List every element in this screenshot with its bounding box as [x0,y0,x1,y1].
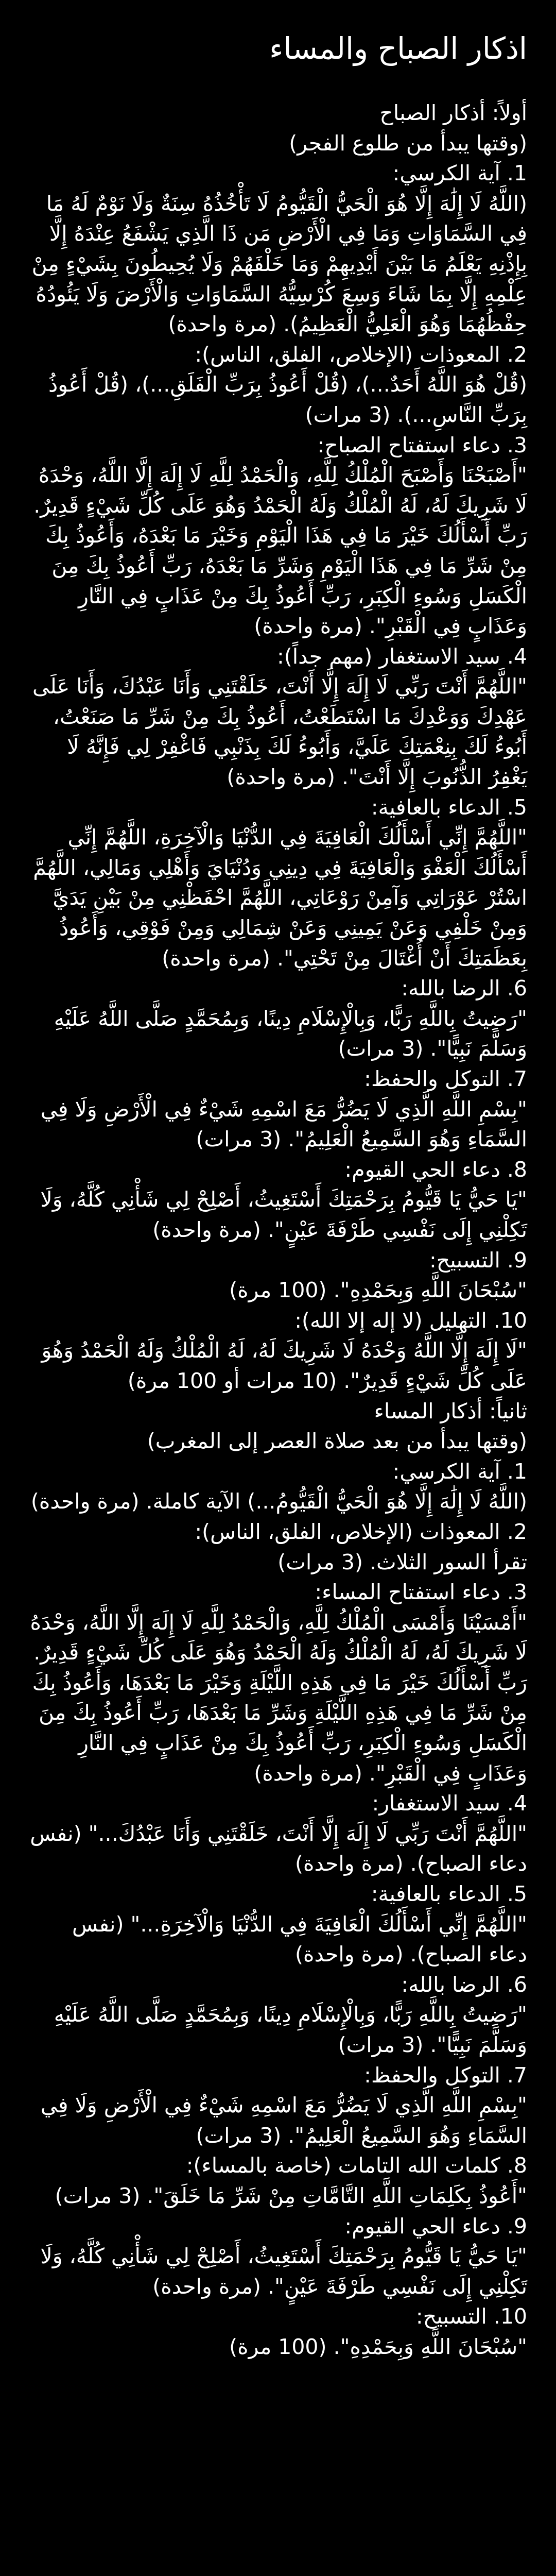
note-body[interactable] [29,98,527,2362]
note-line: "سُبْحَانَ اللَّهِ وَبِحَمْدِهِ". (100 مرة) [229,1278,527,1303]
note-line: "يَا حَيُّ يَا قَيُّومُ بِرَحْمَتِكَ أَسْتَغِيثُ، أَصْلِحْ لِي شَأْنِي كُلَّهُ، وَلَا تَكِلْنِي إِلَى نَفْسِي طَرْفَةَ عَيْنٍ". (مرة واحدة) [40,2244,527,2299]
note-line: 1. آية الكرسي: [392,1459,527,1484]
note-line: (وقتها يبدأ من طلوع الفجر) [289,130,527,156]
note-line: (اللَّهُ لَا إِلَٰهَ إِلَّا هُوَ الْحَيُّ الْقَيُّومُ...) الآية كاملة. (مرة واحدة) [30,1489,527,1514]
note-line: "بِسْمِ اللَّهِ الَّذِي لَا يَضُرُّ مَعَ اسْمِهِ شَيْءٌ فِي الْأَرْضِ وَلَا فِي السَّمَاءِ وَهُوَ السَّمِيعُ الْعَلِيمُ". (3 مرات) [40,1096,527,1152]
note-line: 7. التوكل والحفظ: [364,2062,527,2088]
note-line: 3. دعاء استفتاح المساء: [315,1580,527,1605]
note-line: 4. سيد الاستغفار: [372,1791,527,1816]
note-line: 2. المعوذات (الإخلاص، الفلق، الناس): [195,1519,527,1544]
note-line: 5. الدعاء بالعافية: [371,794,527,820]
note-line: 6. الرضا بالله: [401,976,527,1001]
note-line: 9. التسبيح: [429,1247,527,1273]
note-line: 2. المعوذات (الإخلاص، الفلق، الناس): [195,342,527,367]
note-line: "لَا إِلَهَ إِلَّا اللَّهُ وَحْدَهُ لَا شَرِيكَ لَهُ، لَهُ الْمُلْكُ وَلَهُ الْحَمْدُ وَهُوَ عَلَى كُلِّ شَيْءٍ قَدِيرٌ". (10 مرات أو 100 مرة) [41,1338,527,1393]
note-line: (قُلْ هُوَ اللَّهُ أَحَدٌ...)، (قُلْ أَعُوذُ بِرَبِّ الْفَلَقِ...)، (قُلْ أَعُوذُ بِرَبِّ النَّاسِ...). (3 مرات) [48,372,527,427]
note-line: 10. التسبيح: [415,2304,527,2329]
note-line: "أَمْسَيْنَا وَأَمْسَى الْمُلْكُ لِلَّهِ، وَالْحَمْدُ لِلَّهِ لَا إِلَهَ إِلَّا اللَّهُ، وَحْدَهُ لَا شَرِيكَ لَهُ، لَهُ الْمُلْكُ وَلَهُ الْحَمْدُ وَهُوَ عَلَى كُلِّ شَيْءٍ قَدِيرٌ. رَبِّ أَسْأَلُكَ خَيْرَ مَا فِي هَذِهِ اللَّيْلَةِ وَخَيْرَ مَا بَعْدَهَا، وَأَعُوذُ بِكَ مِنْ شَرِّ مَا فِي هَذِهِ اللَّيْلَةِ وَشَرِّ مَا بَعْدَهَا، رَبِّ أَعُوذُ بِكَ مِنَ الْكَسَلِ وَسُوءِ الْكِبَرِ، رَبِّ أَعُوذُ بِكَ مِنْ عَذَابٍ فِي النَّارِ وَعَذَابٍ فِي الْقَبْرِ". (مرة واحدة) [30,1609,527,1786]
note-line: "اللَّهُمَّ إِنِّي أَسْأَلُكَ الْعَافِيَةَ فِي الدُّنْيَا وَالْآخِرَةِ، اللَّهُمَّ إِنِّي أَسْأَلُكَ الْعَفْوَ وَالْعَافِيَةَ فِي دِينِي وَدُنْيَايَ وَأَهْلِي وَمَالِي، اللَّهُمَّ اسْتُرْ عَوْرَاتِي وَآمِنْ رَوْعَاتِي، اللَّهُمَّ احْفَظْنِي مِنْ بَيْنِ يَدَيَّ وَمِنْ خَلْفِي وَعَنْ يَمِينِي وَعَنْ شِمَالِي وَمِنْ فَوْقِي، وَأَعُوذُ بِعَظَمَتِكَ أَنْ أُغْتَالَ مِنْ تَحْتِي". (مرة واحدة) [33,825,527,971]
note-line: 3. دعاء استفتاح الصباح: [317,432,527,457]
note-line: 7. التوكل والحفظ: [364,1066,527,1091]
note-line: "رَضِيتُ بِاللَّهِ رَبًّا، وَبِالْإِسْلَامِ دِينًا، وَبِمُحَمَّدٍ صَلَّى اللَّهُ عَلَيْهِ وَسَلَّمَ نَبِيًّا". (3 مرات) [54,1006,527,1061]
note-line: ثانياً: أذكار المساء [374,1398,527,1423]
note-line: 8. كلمات الله التامات (خاصة بالمساء): [186,2153,527,2178]
note-line: "بِسْمِ اللَّهِ الَّذِي لَا يَضُرُّ مَعَ اسْمِهِ شَيْءٌ فِي الْأَرْضِ وَلَا فِي السَّمَاءِ وَهُوَ السَّمِيعُ الْعَلِيمُ". (3 مرات) [40,2093,527,2148]
note-line: "أَصْبَحْنَا وَأَصْبَحَ الْمُلْكُ لِلَّهِ، وَالْحَمْدُ لِلَّهِ لَا إِلَهَ إِلَّا اللَّهُ، وَحْدَهُ لَا شَرِيكَ لَهُ، لَهُ الْمُلْكُ وَلَهُ الْحَمْدُ وَهُوَ عَلَى كُلِّ شَيْءٍ قَدِيرٌ. رَبِّ أَسْأَلُكَ خَيْرَ مَا فِي هَذَا الْيَوْمِ وَخَيْرَ مَا بَعْدَهُ، وَأَعُوذُ بِكَ مِنْ شَرِّ مَا فِي هَذَا الْيَوْمِ وَشَرِّ مَا بَعْدَهُ، رَبِّ أَعُوذُ بِكَ مِنَ الْكَسَلِ وَسُوءِ الْكِبَرِ، رَبِّ أَعُوذُ بِكَ مِنْ عَذَابٍ فِي النَّارِ وَعَذَابٍ فِي الْقَبْرِ". (مرة واحدة) [33,463,527,639]
note-line: (وقتها يبدأ من بعد صلاة العصر إلى المغرب) [147,1429,527,1454]
note-line: "اللَّهُمَّ أَنْتَ رَبِّي لَا إِلَهَ إِلَّا أَنْتَ، خَلَقْتَنِي وَأَنَا عَبْدُكَ، وَأَنَا عَلَى عَهْدِكَ وَوَعْدِكَ مَا اسْتَطَعْتُ، أَعُوذُ بِكَ مِنْ شَرِّ مَا صَنَعْتُ، أَبُوءُ لَكَ بِنِعْمَتِكَ عَلَيَّ، وَأَبُوءُ لَكَ بِذَنْبِي فَاغْفِرْ لِي فَإِنَّهُ لَا يَغْفِرُ الذُّنُوبَ إِلَّا أَنْتَ". (مرة واحدة) [32,674,527,790]
note-line: تقرأ السور الثلاث. (3 مرات) [277,1549,527,1574]
note-line: 6. الرضا بالله: [401,1972,527,1997]
note-line: "اللَّهُمَّ أَنْتَ رَبِّي لَا إِلَهَ إِلَّا أَنْتَ، خَلَقْتَنِي وَأَنَا عَبْدُكَ..." (نفس دعاء الصباح). (مرة واحدة) [30,1821,527,1876]
note-line: (اللَّهُ لَا إِلَٰهَ إِلَّا هُوَ الْحَيُّ الْقَيُّومُ لَا تَأْخُذُهُ سِنَةٌ وَلَا نَوْمٌ لَهُ مَا فِي السَّمَاوَاتِ وَمَا فِي الْأَرْضِ مَن ذَا الَّذِي يَشْفَعُ عِنْدَهُ إِلَّا بِإِذْنِهِ يَعْلَمُ مَا بَيْنَ أَيْدِيهِمْ وَمَا خَلْفَهُمْ وَلَا يُحِيطُونَ بِشَيْءٍ مِنْ عِلْمِهِ إِلَّا بِمَا شَاءَ وَسِعَ كُرْسِيُّهُ السَّمَاوَاتِ وَالْأَرْضَ وَلَا يَئُودُهُ حِفْظُهُمَا وَهُوَ الْعَلِيُّ الْعَظِيمُ). (مرة واحدة) [31,191,527,337]
note-line: "رَضِيتُ بِاللَّهِ رَبًّا، وَبِالْإِسْلَامِ دِينًا، وَبِمُحَمَّدٍ صَلَّى اللَّهُ عَلَيْهِ وَسَلَّمَ نَبِيًّا". (3 مرات) [54,2002,527,2057]
note-line: "يَا حَيُّ يَا قَيُّومُ بِرَحْمَتِكَ أَسْتَغِيثُ، أَصْلِحْ لِي شَأْنِي كُلَّهُ، وَلَا تَكِلْنِي إِلَى نَفْسِي طَرْفَةَ عَيْنٍ". (مرة واحدة) [40,1187,527,1242]
note-line: 9. دعاء الحي القيوم: [344,2213,527,2239]
note-line: 1. آية الكرسي: [392,161,527,186]
note-line: "اللَّهُمَّ إِنِّي أَسْأَلُكَ الْعَافِيَةَ فِي الدُّنْيَا وَالْآخِرَةِ..." (نفس دعاء الصباح). (مرة واحدة) [72,1911,527,1967]
note-line: 4. سيد الاستغفار (مهم جداً): [276,643,527,669]
note-line: أولاً: أذكار الصباح [379,100,527,125]
note-line: 5. الدعاء بالعافية: [371,1882,527,1907]
note-line: "سُبْحَانَ اللَّهِ وَبِحَمْدِهِ". (100 مرة) [229,2334,527,2359]
note-line: "أَعُوذُ بِكَلِمَاتِ اللَّهِ التَّامَّاتِ مِنْ شَرِّ مَا خَلَقَ". (3 مرات) [55,2183,527,2208]
note-line: 10. التهليل (لا إله إلا الله): [294,1308,527,1333]
note-title[interactable]: اذكار الصباح والمساء [269,31,527,66]
note-line: 8. دعاء الحي القيوم: [344,1157,527,1182]
